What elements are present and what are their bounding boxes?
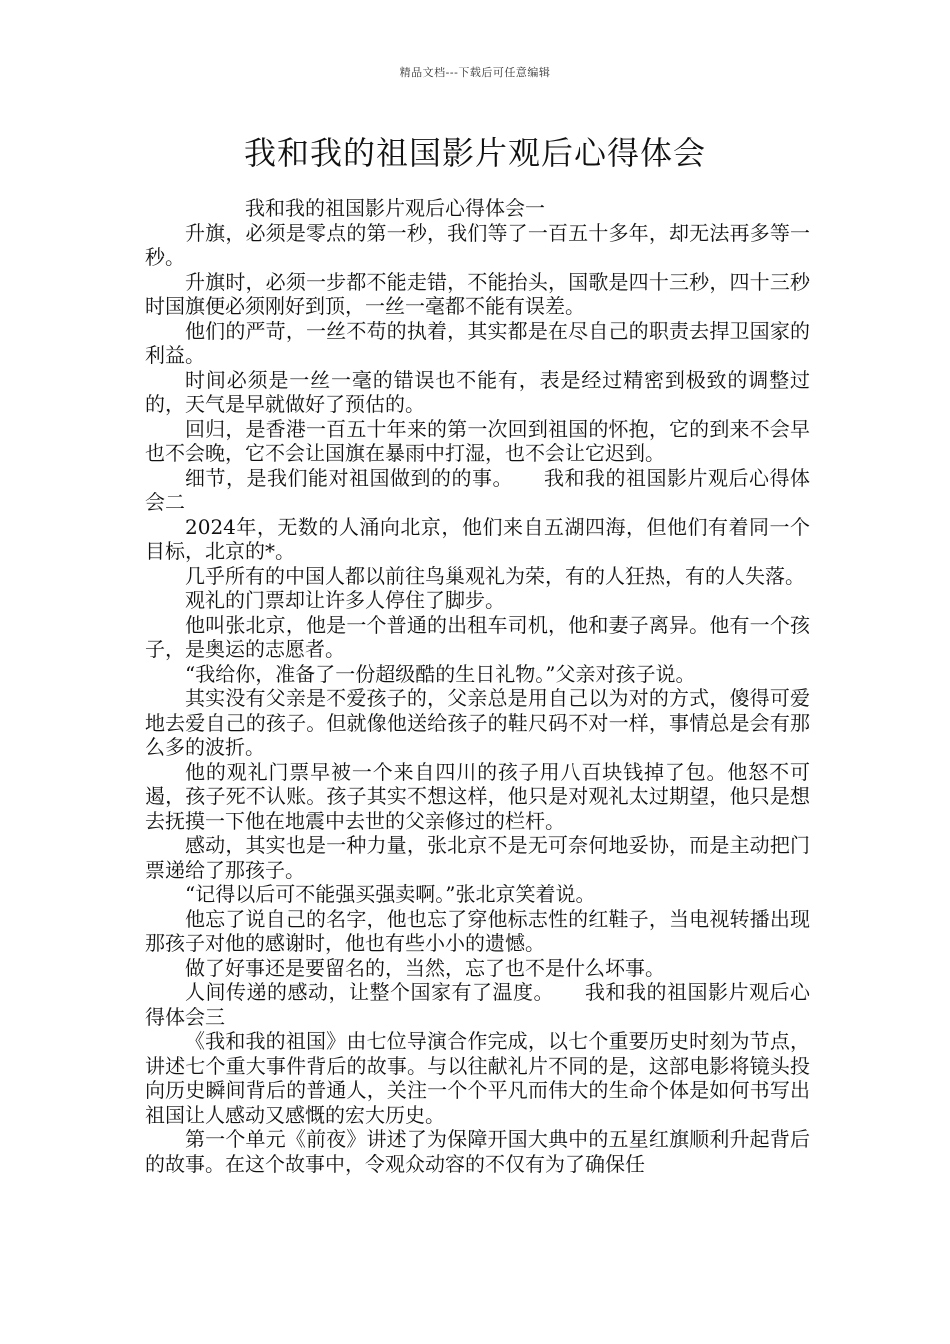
- paragraph: 时间必须是一丝一毫的错误也不能有，表是经过精密到极致的调整过的，天气是早就做好了预估的。: [145, 367, 810, 416]
- document-body: [145, 196, 810, 1176]
- section-heading: 我和我的祖国影片观后心得体会一: [245, 196, 545, 220]
- header-note: 精品文档---下载后可任意编辑: [399, 66, 551, 79]
- paragraph: 感动，其实也是一种力量，张北京不是无可奈何地妥协，而是主动把门票递给了那孩子。: [145, 833, 810, 882]
- paragraph: 《我和我的祖国》由七位导演合作完成，以七个重要历史时刻为节点，讲述七个重大事件背后的故事。与以往献礼片不同的是，这部电影将镜头投向历史瞬间背后的普通人，关注一个个平凡而伟大的生命个体是如何书写出祖国让人感动又感慨的宏大历史。: [145, 1029, 810, 1127]
- paragraph: 做了好事还是要留名的，当然，忘了也不是什么坏事。: [185, 955, 665, 980]
- paragraph: 几乎所有的中国人都以前往鸟巢观礼为荣，有的人狂热，有的人失落。: [185, 563, 805, 588]
- paragraph: 人间传递的感动，让整个国家有了温度。 我和我的祖国影片观后心得体会三: [145, 980, 810, 1029]
- document-title: 我和我的祖国影片观后心得体会: [243, 134, 706, 172]
- paragraph: 第一个单元《前夜》讲述了为保障开国大典中的五星红旗顺利升起背后的故事。在这个故事中，令观众动容的不仅有为了确保任: [145, 1127, 810, 1176]
- paragraph: “记得以后可不能强买强卖啊。”张北京笑着说。: [185, 882, 596, 906]
- paragraph: 2024年，无数的人涌向北京，他们来自五湖四海，但他们有着同一个目标，北京的*。: [145, 514, 810, 563]
- paragraph: 升旗时，必须一步都不能走错，不能抬头，国歌是四十三秒，四十三秒时国旗便必须刚好到顶，一丝一毫都不能有误差。: [145, 269, 810, 318]
- paragraph: 细节，是我们能对祖国做到的的事。 我和我的祖国影片观后心得体会二: [145, 465, 810, 514]
- paragraph: 他的观礼门票早被一个来自四川的孩子用八百块钱掉了包。他怒不可遏，孩子死不认账。孩子其实不想这样，他只是对观礼太过期望，他只是想去抚摸一下他在地震中去世的父亲修过的栏杆。: [145, 759, 810, 833]
- paragraph: 他忘了说自己的名字，他也忘了穿他标志性的红鞋子，当电视转播出现那孩子对他的感谢时，他也有些小小的遗憾。: [145, 906, 810, 955]
- paragraph: 观礼的门票却让许多人停住了脚步。: [185, 588, 505, 612]
- paragraph: 他们的严苛，一丝不苟的执着，其实都是在尽自己的职责去捍卫国家的利益。: [145, 318, 810, 367]
- paragraph: 升旗，必须是零点的第一秒，我们等了一百五十多年，却无法再多等一秒。: [145, 220, 810, 269]
- paragraph: 回归，是香港一百五十年来的第一次回到祖国的怀抱，它的到来不会早也不会晚，它不会让国旗在暴雨中打湿，也不会让它迟到。: [145, 416, 810, 465]
- paragraph: 他叫张北京，他是一个普通的出租车司机，他和妻子离异。他有一个孩子，是奥运的志愿者。: [145, 612, 810, 661]
- paragraph: “我给你，准备了一份超级酷的生日礼物。”父亲对孩子说。: [185, 661, 696, 686]
- paragraph: 其实没有父亲是不爱孩子的，父亲总是用自己以为对的方式，傻得可爱地去爱自己的孩子。但就像他送给孩子的鞋尺码不对一样，事情总是会有那么多的波折。: [145, 686, 810, 759]
